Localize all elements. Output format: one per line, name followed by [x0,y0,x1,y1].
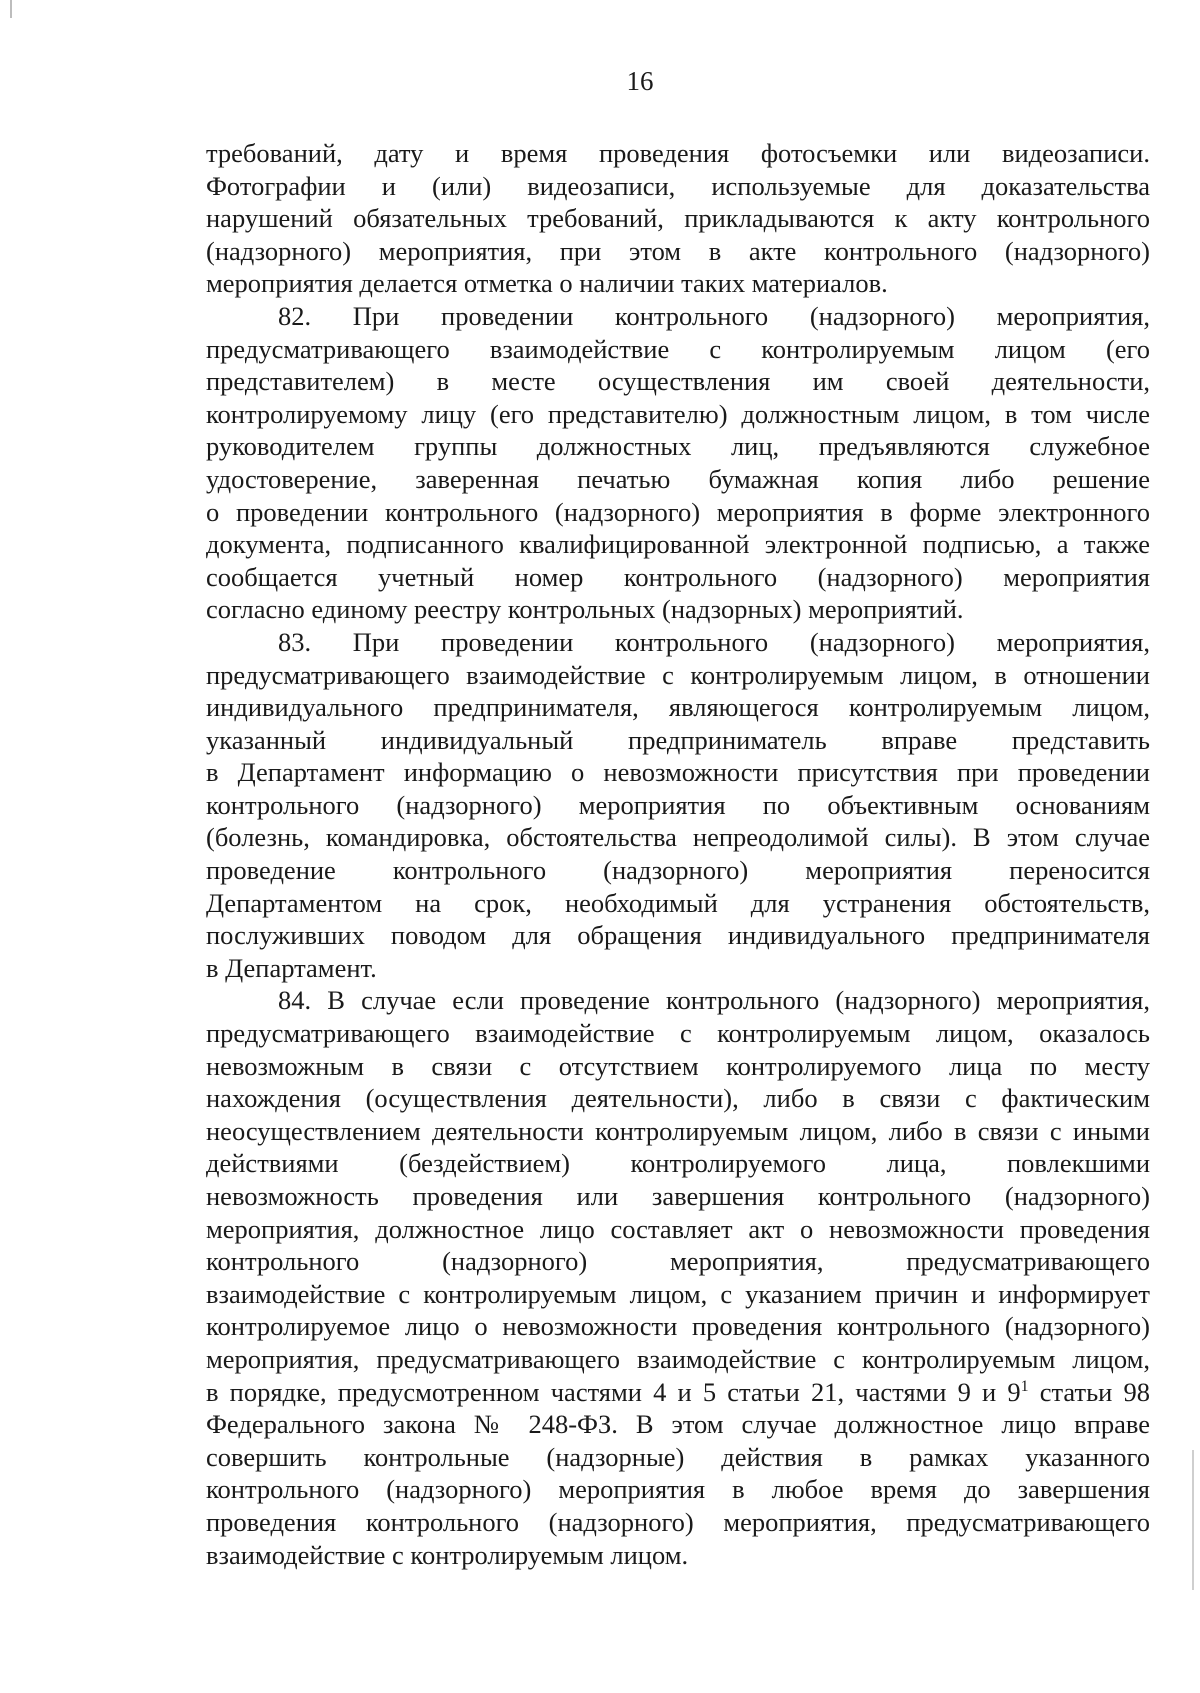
page-number: 16 [626,66,654,96]
text-line: индивидуального предпринимателя, являющегося контролируемым лицом, [206,692,1150,723]
superscript: 1 [1020,1377,1029,1395]
document-body [206,137,1150,1571]
text-line: предусматривающего взаимодействие с контролируемым лицом (его [206,333,1150,364]
text-line: согласно единому реестру контрольных (надзорных) мероприятий. [206,594,964,625]
text-line: контролируемое лицо о невозможности проведения контрольного (надзорного) [206,1311,1150,1342]
text-line: неосуществлением деятельности контролируемым лицом, либо в связи с иными [206,1115,1150,1146]
text-line: нарушений обязательных требований, прикладываются к акту контрольного [206,203,1150,234]
text-line: 82. При проведении контрольного (надзорного) мероприятия, [278,300,1150,331]
text-line: о проведении контрольного (надзорного) мероприятия в форме электронного [206,496,1150,527]
text-line: в Департамент. [206,952,377,983]
text-line-tail: статьи 98 [1028,1376,1150,1407]
text-line: 83. При проведении контрольного (надзорного) мероприятия, [278,626,1150,657]
text-line: предусматривающего взаимодействие с контролируемым лицом, оказалось [206,1018,1150,1049]
text-line: указанный индивидуальный предприниматель вправе представить [206,724,1150,755]
text-line: представителем) в месте осуществления им своей деятельности, [206,366,1150,397]
text-line: действиями (бездействием) контролируемого лица, повлекшими [206,1148,1150,1179]
text-line: руководителем группы должностных лиц, предъявляются служебное [206,431,1150,462]
scan-edge-mark [1192,1450,1194,1590]
text-line: контрольного (надзорного) мероприятия по объективным основаниям [206,789,1150,820]
text-line-main: в порядке, предусмотренном частями 4 и 5 статьи 21, частями 9 и 9 [206,1376,1021,1407]
text-line: невозможным в связи с отсутствием контролируемого лица по месту [206,1050,1150,1081]
scan-edge-mark [10,0,12,18]
text-line [206,1376,1150,1409]
text-line: Федерального закона № 248-ФЗ. В этом случае должностное лицо вправе [206,1409,1150,1440]
text-line: совершить контрольные (надзорные) действия в рамках указанного [206,1441,1150,1472]
text-line: Департаментом на срок, необходимый для устранения обстоятельств, [206,887,1150,918]
text-line: в Департамент информацию о невозможности присутствия при проведении [206,757,1150,788]
text-line: невозможность проведения или завершения контрольного (надзорного) [206,1181,1150,1211]
text-line: мероприятия делается отметка о наличии таких материалов. [206,268,888,299]
text-line: 84. В случае если проведение контрольного (надзорного) мероприятия, [278,985,1150,1016]
text-line: послуживших поводом для обращения индивидуального предпринимателя [206,920,1150,951]
text-line: Фотографии и (или) видеозаписи, используемые для доказательства [206,170,1150,201]
text-line: документа, подписанного квалифицированной электронной подписью, а также [206,529,1150,560]
text-line: взаимодействие с контролируемым лицом. [206,1539,689,1570]
text-line: контролируемому лицу (его представителю) должностным лицом, в том числе [206,398,1150,429]
text-line: контрольного (надзорного) мероприятия в любое время до завершения [206,1474,1150,1505]
text-line: взаимодействие с контролируемым лицом, с указанием причин и информирует [206,1278,1150,1309]
text-line: (болезнь, командировка, обстоятельства непреодолимой силы). В этом случае [206,822,1150,853]
text-line: (надзорного) мероприятия, при этом в акте контрольного (надзорного) [206,235,1150,266]
text-line: сообщается учетный номер контрольного (надзорного) мероприятия [206,561,1150,592]
text-line: предусматривающего взаимодействие с контролируемым лицом, в отношении [206,659,1150,690]
text-line: требований, дату и время проведения фотосъемки или видеозаписи. [206,138,1150,168]
text-line: мероприятия, предусматривающего взаимодействие с контролируемым лицом, [206,1343,1150,1374]
text-line: удостоверение, заверенная печатью бумажная копия либо решение [206,463,1150,494]
text-line: контрольного (надзорного) мероприятия, предусматривающего [206,1246,1150,1277]
text-line: проведения контрольного (надзорного) мероприятия, предусматривающего [206,1506,1150,1537]
text-line: нахождения (осуществления деятельности), либо в связи с фактическим [206,1083,1150,1114]
text-line: мероприятия, должностное лицо составляет акт о невозможности проведения [206,1213,1150,1244]
text-line: проведение контрольного (надзорного) мероприятия переносится [206,855,1150,886]
